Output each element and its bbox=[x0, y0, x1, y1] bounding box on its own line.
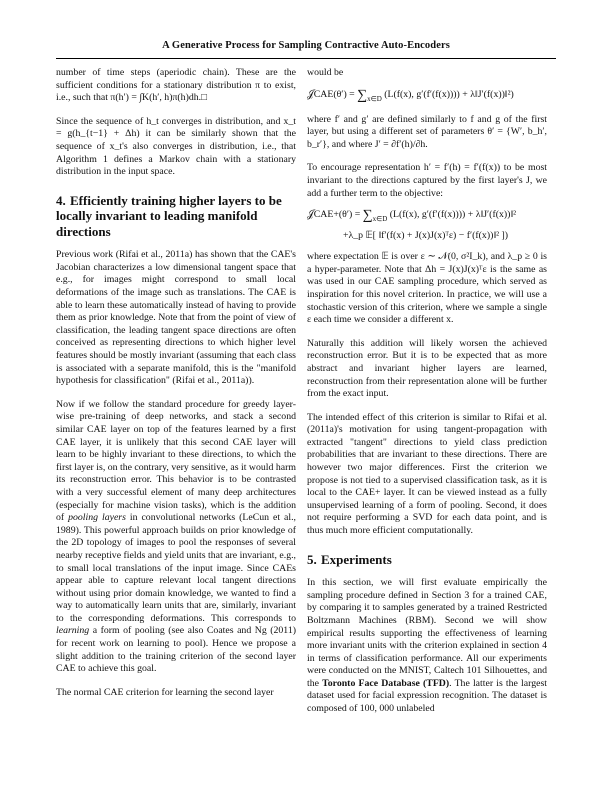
sum-symbol: ∑ bbox=[357, 87, 368, 103]
sum-symbol: ∑ bbox=[362, 208, 373, 224]
equation-cae-plus-objective bbox=[307, 208, 547, 243]
emphasis-learning: learning bbox=[56, 625, 90, 637]
equation-rhs-line1: (L(f(x), g′(f′(f(x)))) + λ‖J′(f(x))‖² bbox=[389, 209, 517, 221]
equation-rhs: (L(f(x), g′(f′(f(x)))) + λ‖J′(f(x))‖²) bbox=[384, 88, 514, 100]
section-5-heading bbox=[307, 552, 547, 568]
paragraph-would-be: would be bbox=[307, 67, 344, 78]
emphasis-pooling-layers: pooling layers bbox=[68, 512, 126, 524]
paragraph-naturally: Naturally this addition will likely worsen the achieved reconstruction error. But it is to be expected that as more abstract and invariant higher layers are learned, reconstruction from their representation alone will be further from the exact input. bbox=[307, 337, 547, 400]
section-5-title: Experiments bbox=[321, 551, 392, 567]
bold-tfd: Toronto Face Database (TFD) bbox=[322, 677, 450, 689]
header-rule bbox=[56, 58, 556, 59]
sum-subscript: x∈D bbox=[372, 215, 388, 224]
text-run: In this section, we will first evaluate empirically the sampling procedure defined in Section 3 for a trained CAE, by comparing it to samples generated by a trained Restricted Boltzmann Machines (RBM). Second we will show empirical results supporting the effectiveness of learning more invariant units with the criterion explained in section 4 in terms of classification performance. All our experiments were conducted on the MNIST, Caltech 101 Silhouettes, and the bbox=[307, 577, 547, 689]
text-run: Now if we follow the standard procedure for greedy layer-wise pre-training of deep networks, and stack a second similar CAE layer on top of the features learned by a first CAE layer, it is unlikely that this second CAE layer will learn to be highly invariant to these directions, to which the first layer is, on the contrary, very sensitive, as it would harm its reconstruction error. This behavior is to be contrasted with a very successful element of many deep architectures (especially for machine vision tasks), which is the addition of bbox=[56, 398, 296, 524]
paragraph-normal-criterion: The normal CAE criterion for learning the second layer bbox=[56, 686, 274, 698]
paragraph-experiments bbox=[307, 577, 547, 716]
right-column bbox=[307, 67, 547, 727]
equation-lhs: 𝒥CAE(θ′) = bbox=[307, 88, 358, 100]
running-title: A Generative Process for Sampling Contractive Auto-Encoders bbox=[162, 40, 450, 51]
text-run: in convolutional networks (LeCun et al., 1989). This powerful approach builds on prior knowledge of the 2D topology of images to pool the responses of several nearby receptive fields and yield units that are invariant, e.g., to small local translations of the input image. Since CAEs appear able to capture relevant local tangent directions without using prior domain knowledge, we wanted to find a way to automatically learn units that are, similarly, invariant to the corresponding deformations. This corresponds to bbox=[56, 512, 296, 624]
left-column bbox=[56, 67, 296, 710]
text-run: . The latter is the largest dataset used for facial expression recognition. The dataset is composed of 100, 000 unlabeled bbox=[307, 677, 547, 715]
paragraph-previous-work: Previous work (Rifai et al., 2011a) has shown that the CAE's Jacobian characterizes a low dimensional tangent space that e.g., for images might correspond to small local deformations of the image such as translations. The CAE is able to learn these automatically instead of having to provide them as prior knowledge. Note that from the point of view of classification, the leading tangent space directions are often conceived as representing directions to which higher level features should be mostly invariant (assuming that each class is associated with a separate manifold, this is the "manifold hypothesis for classification" (Rifai et al., 2011a)). bbox=[56, 249, 296, 387]
section-4-number: 4. bbox=[56, 192, 66, 208]
paragraph-greedy-pretraining bbox=[56, 399, 296, 676]
text-run: a form of pooling (see also Coates and Ng (2011) for recent work on learning to pool). Hence we propose a slight addition to the training criterion of the second layer CAE to achieve this goal. bbox=[56, 625, 296, 675]
sum-subscript: x∈D bbox=[367, 94, 382, 103]
paragraph-where-first-layer: where f′ and g′ are defined similarly to f and g of the first layer, but using a different set of parameters θ′ = {W′, b_h′, b_r′}, and where J′ = ∂f′(h)/∂h. bbox=[307, 113, 547, 150]
paragraph-where-expectation: where expectation 𝔼 is over ε ∼ 𝒩(0, σ²I_k), and λ_p ≥ 0 is a hyper-parameter. Note that Δh = J(x)J(x)ᵀε is the same as was used in our CAE sampling procedure, which served as inspiration for this novel criterion. In practice, we will use a stochastic version of this criterion, where we sample a single ε each time we consider a different x. bbox=[307, 251, 547, 326]
equation-lhs: 𝒥CAE+(θ′) = bbox=[307, 209, 363, 221]
section-4-heading bbox=[56, 193, 296, 240]
paragraph-convergence: Since the sequence of h_t converges in distribution, and x_t = g(h_{t−1} + Δh) it can be similarly shown that the sequence of x_t's also converges in distribution, i.e., that Algorithm 1 defines a Markov chain with a stationary distribution in the input space. bbox=[56, 115, 296, 178]
equation-cae-objective bbox=[307, 88, 547, 106]
section-4-title: Efficiently training higher layers to be locally invariant to leading manifold directions bbox=[56, 192, 282, 239]
paragraph-encourage: To encourage representation h′ = f′(h) = f′(f(x)) to be most invariant to the directions captured by the first layer's J, we add a further term to the objective: bbox=[307, 162, 547, 199]
equation-rhs-line2: +λ_p 𝔼[ ‖f′(f(x) + J(x)J(x)ᵀε) − f′(f(x))‖² ]) bbox=[343, 230, 509, 242]
paragraph-intro: number of time steps (aperiodic chain). These are the sufficient conditions for a stationary distribution π to exist, i.e., such that π(h′) = ∫K(h′, h)π(h)dh.□ bbox=[56, 67, 296, 104]
section-5-number: 5. bbox=[307, 551, 317, 567]
paragraph-intended-effect: The intended effect of this criterion is similar to Rifai et al. (2011a)'s motivation for using tangent-propagation with extracted "tangent" directions to yield class prediction probabilities that are invariant to these directions. There are however two major differences. First the criterion we propose is not tied to a supervised classification task, as it is local to the CAE+ layer. It can be viewed instead as a fully unsupervised learning of a form of pooling. Second, it does not require performing a SVD for each data point, and is thus much more efficient computationally. bbox=[307, 411, 547, 537]
